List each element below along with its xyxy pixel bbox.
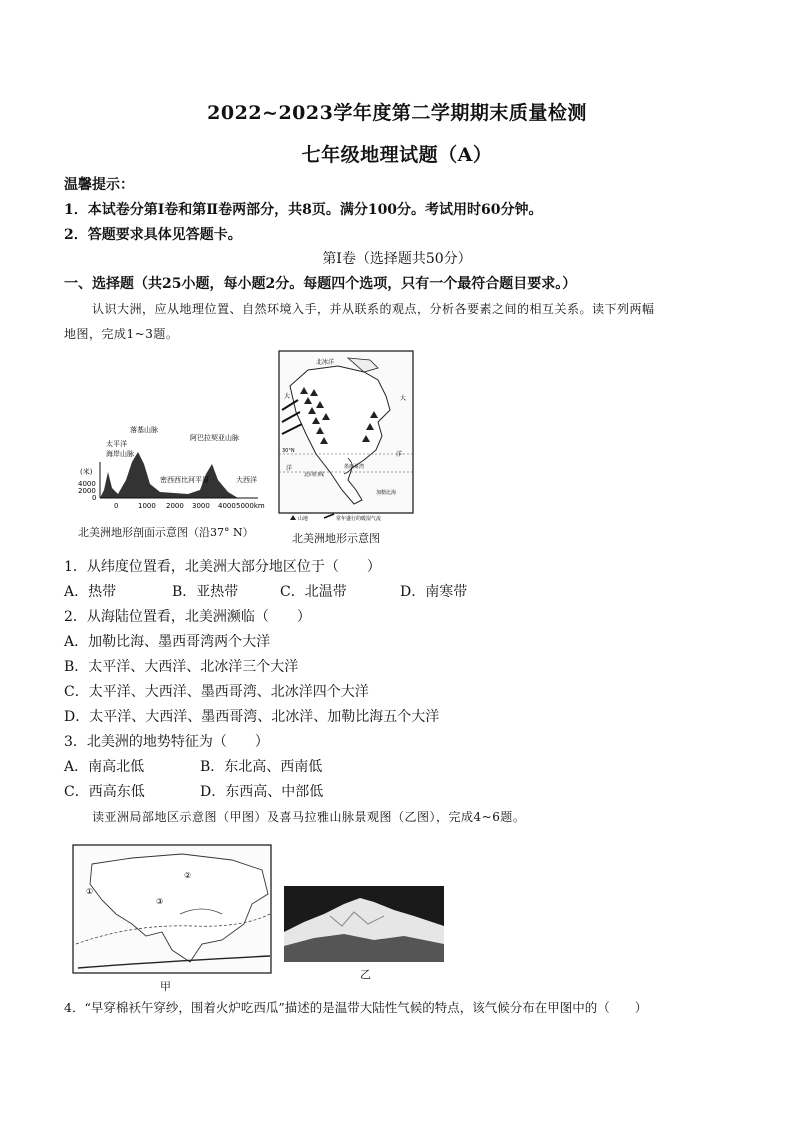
intro-2: 读亚洲局部地区示意图（甲图）及喜马拉雅山脉景观图（乙图），完成4~6题。 <box>92 810 526 824</box>
q1-stem: 1．从纬度位置看，北美洲大部分地区位于（ ） <box>64 559 381 575</box>
x-tick: 0 <box>114 502 119 510</box>
part-heading: 一、选择题（共25小题，每小题2分。每题四个选项，只有一个最符合题目要求。） <box>64 276 577 292</box>
profile-terrain <box>100 452 238 498</box>
legend-wind-label: 常年盛行的暖湿气流 <box>336 516 382 522</box>
label-pacific: 太平洋 <box>106 440 127 448</box>
label-rocky: 落基山脉 <box>130 426 158 434</box>
q2-option-c: C．太平洋、大西洋、墨西哥湾、北冰洋四个大洋 <box>64 684 369 700</box>
label-big-west: 大 <box>284 393 291 400</box>
x-tick: 1000 <box>138 502 156 510</box>
q2-option-a: A．加勒比海、墨西哥湾两个大洋 <box>64 634 271 650</box>
tip-item-1: 1．本试卷分第Ⅰ卷和第Ⅱ卷两部分，共8页。满分100分。考试用时60分钟。 <box>64 202 543 218</box>
himalaya-caption: 乙 <box>360 968 371 981</box>
x-tick: 3000 <box>192 502 210 510</box>
legend-mountain-label: 山地 <box>298 516 309 522</box>
label-caribbean: 加勒比海 <box>376 490 397 496</box>
tips-label: 温馨提示： <box>64 177 134 193</box>
q3-stem: 3．北美洲的地势特征为（ ） <box>64 734 269 750</box>
label-atlantic: 大西洋 <box>236 476 257 484</box>
section-heading: 第Ⅰ卷（选择题共50分） <box>322 251 472 267</box>
map-caption: 北美洲地形示意图 <box>292 532 380 545</box>
q2-option-b: B．太平洋、大西洋、北冰洋三个大洋 <box>64 659 299 675</box>
label-arctic: 北冰洋 <box>316 359 335 366</box>
asia-map-figure <box>72 844 272 976</box>
map-legend <box>290 514 381 522</box>
na-profile-figure <box>78 402 268 514</box>
tip-item-2: 2．答题要求具体见答题卡。 <box>64 227 242 243</box>
y-tick: 2000 <box>78 487 96 495</box>
profile-caption: 北美洲地形剖面示意图（沿37° N） <box>78 526 254 539</box>
q2-option-d: D．太平洋、大西洋、墨西哥湾、北冰洋、加勒比海五个大洋 <box>64 709 440 725</box>
label-lat30: 30°N <box>282 448 295 454</box>
label-gulf: 墨西哥湾 <box>344 464 365 470</box>
exam-subtitle: 七年级地理试题（A） <box>301 144 493 166</box>
x-tick: 5000km <box>236 502 265 510</box>
asia-marker-1: ① <box>86 887 94 896</box>
intro-1-line-2: 地图，完成1~3题。 <box>64 327 179 341</box>
x-tick: 2000 <box>166 502 184 510</box>
na-map-figure <box>278 350 414 524</box>
q1-option-c: C．北温带 <box>280 584 347 600</box>
q3-option-c: C．西高东低 <box>64 784 145 800</box>
q3-option-a: A．南高北低 <box>64 759 145 775</box>
q3-option-d: D．东西高、中部低 <box>200 784 324 800</box>
q2-stem: 2．从海陆位置看，北美洲濒临（ ） <box>64 609 311 625</box>
y-tick: 4000 <box>78 480 96 488</box>
label-ocean-west: 洋 <box>286 465 293 472</box>
legend-mountain-icon <box>290 515 296 520</box>
label-tropic: 北回归线 <box>304 472 325 478</box>
asia-marker-3: ③ <box>156 897 164 906</box>
x-tick: 4000 <box>218 502 236 510</box>
q1-option-d: D．南寒带 <box>400 584 468 600</box>
y-tick: 0 <box>92 494 97 502</box>
q3-option-b: B．东北高、西南低 <box>200 759 323 775</box>
label-big-east: 大 <box>400 395 407 402</box>
q1-option-b: B．亚热带 <box>172 584 239 600</box>
label-appalachian: 阿巴拉契亚山脉 <box>190 434 239 442</box>
label-ocean-east: 洋 <box>396 451 403 458</box>
q1-option-a: A．热带 <box>64 584 117 600</box>
asia-map-caption: 甲 <box>160 980 171 993</box>
label-mississippi: 密西西比河平原 <box>160 476 209 484</box>
label-coast-range: 海岸山脉 <box>106 450 134 458</box>
q4-stem: 4．“早穿棉袄午穿纱，围着火炉吃西瓜”描述的是温带大陆性气候的特点，该气候分布在甲图中的（ ） <box>64 1000 648 1015</box>
asia-marker-2: ② <box>184 871 192 880</box>
himalaya-photo <box>284 886 444 962</box>
exam-title: 2022~2023学年度第二学期期末质量检测 <box>207 102 587 124</box>
y-unit: (米) <box>80 468 93 476</box>
intro-1-line-1: 认识大洲，应从地理位置、自然环境入手，并从联系的观点，分析各要素之间的相互关系。读下列两幅 <box>92 302 655 316</box>
legend-wind-icon <box>324 514 334 518</box>
